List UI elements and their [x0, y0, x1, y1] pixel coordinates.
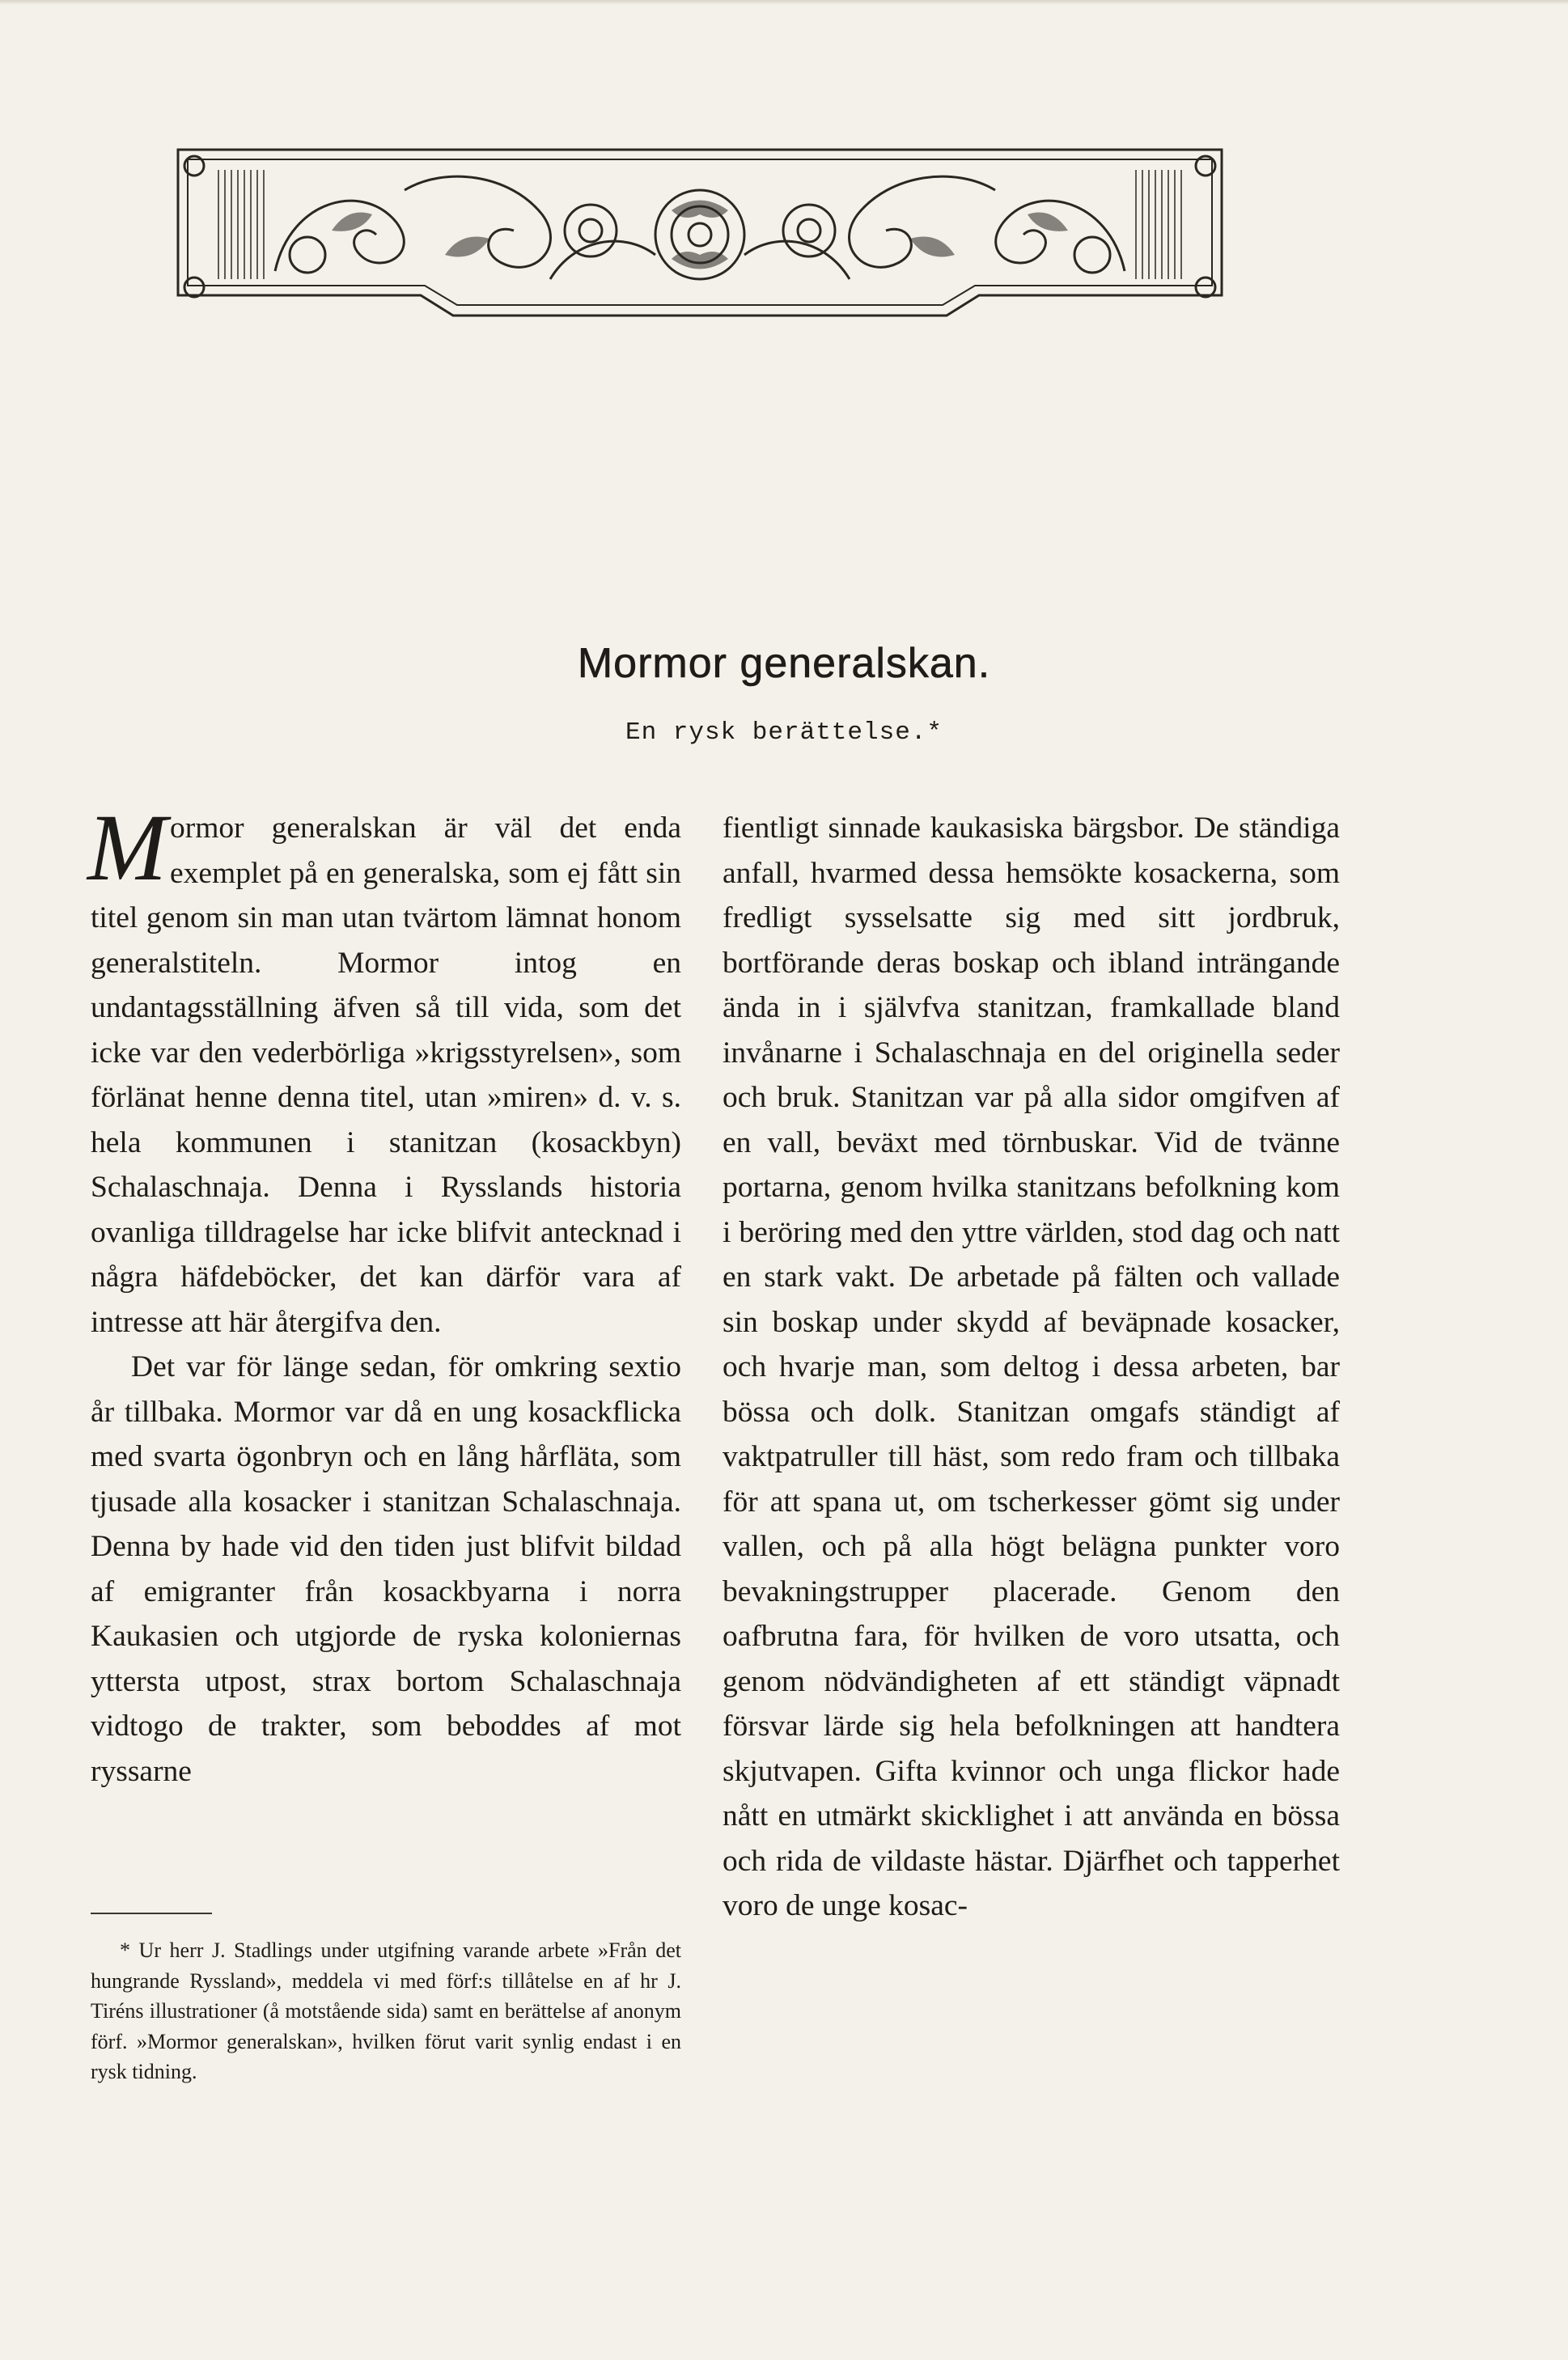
- page-top-edge: [0, 0, 1568, 5]
- decorative-headpiece-icon: [170, 133, 1230, 328]
- paragraph: Det var för länge sedan, för omkring sextio år tillbaka. Mormor var då en ung kosackflicka med svarta ögonbryn och en lång hårfläta, som tjusade alla kosacker i stanitzan Schalaschnaja. Denna by hade vid den tiden just blifvit bildad af emigranter från kosackbyarna i norra Kaukasien och utgjorde de ryska koloniernas yttersta utpost, strax bortom Schalaschnaja vidtogo de trakter, som beboddes af mot ryssarne: [91, 1350, 681, 1788]
- drop-cap: M: [87, 794, 167, 900]
- footnote: [91, 1935, 681, 2087]
- article-title: Mormor generalskan.: [577, 640, 991, 687]
- left-text-column: [87, 794, 681, 1794]
- paragraph: fientligt sinnade kaukasiska bärgsbor. De ständiga anfall, hvarmed dessa hemsökte kosackerna, som fredligt sysselsatte sig med sitt jordbruk, bortförande deras boskap och ibland inträngande ända in i självfva stanitzan, framkallade bland invånarne i Schalaschnaja en del originella seder och bruk. Stanitzan var på alla sidor omgifven af en vall, beväxt med törnbuskar. Vid de tvänne portarna, genom hvilka stanitzans befolkning kom i beröring med den yttre världen, stod dag och natt en stark vakt. De arbetade på fälten och vallade sin boskap under skydd af beväpnade kosacker, och hvarje man, som deltog i dessa arbeten, bar bössa och dolk. Stanitzan omgafs ständigt af vaktpatruller till häst, som redo fram och tillbaka för att spana ut, om tscherkesser gömt sig under vallen, och på alla högt belägna punkter voro bevakningstrupper placerade. Genom den oafbrutna fara, för hvilken de voro utsatta, och genom nödvändigheten af ett ständigt väpnadt försvar lärde sig hela befolkningen att handtera skjutvapen. Gifta kvinnor och unga flickor hade nått en utmärkt skicklighet i att använda en bössa och rida de vildaste hästar. Djärfhet och tapperhet voro de unge kosac-: [723, 811, 1340, 1922]
- paragraph-text: ormor generalskan är väl det enda exemplet på en generalska, som ej fått sin titel genom sin man utan tvärtom lämnat honom generalstiteln. Mormor intog en undantagsställning äfven så till vida, som det icke var den vederbörliga »krigsstyrelsen», som förlänat henne denna titel, utan »miren» d. v. s. hela kommunen i stanitzan (kosackbyn) Schalaschnaja. Denna i Rysslands historia ovanliga tilldragelse har icke blifvit antecknad i några häfdeböcker, det kan därför vara af intresse att här återgifva den.: [91, 811, 681, 1339]
- right-text-column: [723, 806, 1340, 1929]
- paragraph: [87, 794, 681, 1345]
- footnote-divider: [91, 1913, 212, 1914]
- article-subtitle: En rysk berättelse.*: [625, 718, 943, 747]
- footnote-text: * Ur herr J. Stadlings under utgifning varande arbete »Från det hungrande Ryssland», meddela vi med förf:s tillåtelse en af hr J. Tiréns illustrationer (å motstående sida) samt en berättelse af anonym förf. »Mormor generalskan», hvilken förut varit synlig endast i en rysk tidning.: [91, 1938, 681, 2083]
